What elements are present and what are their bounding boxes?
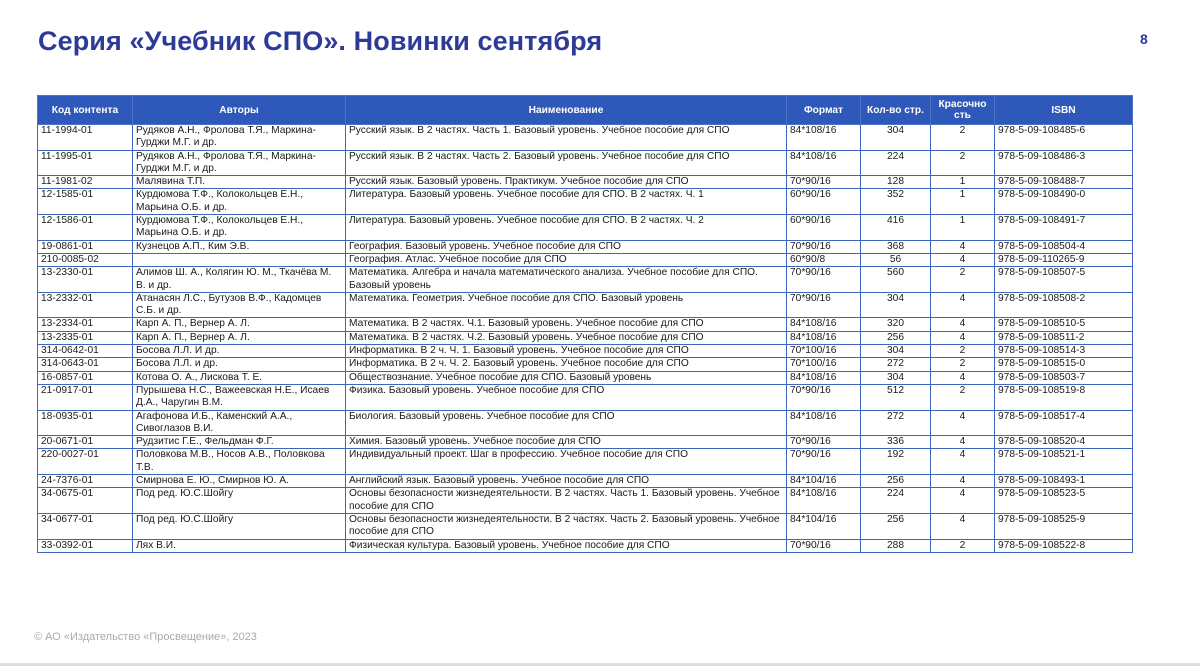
cell-code: 13-2330-01 xyxy=(38,267,133,293)
cell-colors: 2 xyxy=(931,150,995,176)
cell-authors: Под ред. Ю.С.Шойгу xyxy=(133,488,346,514)
cell-pages: 304 xyxy=(861,345,931,358)
cell-pages: 320 xyxy=(861,318,931,331)
cell-code: 13-2332-01 xyxy=(38,292,133,318)
cell-isbn: 978-5-09-108503-7 xyxy=(995,371,1133,384)
cell-isbn: 978-5-09-108517-4 xyxy=(995,410,1133,436)
page-title: Серия «Учебник СПО». Новинки сентября xyxy=(38,26,603,56)
copyright-footer: © АО «Издательство «Просвещение», 2023 xyxy=(34,631,257,643)
cell-authors: Котова О. А., Лискова Т. Е. xyxy=(133,371,346,384)
cell-colors: 4 xyxy=(931,240,995,253)
cell-isbn: 978-5-09-108520-4 xyxy=(995,436,1133,449)
cell-authors: Малявина Т.П. xyxy=(133,176,346,189)
cell-format: 70*90/16 xyxy=(787,292,861,318)
cell-pages: 256 xyxy=(861,475,931,488)
cell-name: Математика. Алгебра и начала математического анализа. Учебное пособие для СПО. Базовый уровень xyxy=(346,267,787,293)
cell-authors: Рудяков А.Н., Фролова Т.Я., Маркина-Гурджи М.Г. и др. xyxy=(133,125,346,151)
cell-code: 21-0917-01 xyxy=(38,384,133,410)
cell-format: 70*90/16 xyxy=(787,436,861,449)
cell-isbn: 978-5-09-108493-1 xyxy=(995,475,1133,488)
cell-authors: Босова Л.Л. И др. xyxy=(133,345,346,358)
cell-code: 13-2335-01 xyxy=(38,331,133,344)
cell-isbn: 978-5-09-108514-3 xyxy=(995,345,1133,358)
cell-colors: 2 xyxy=(931,384,995,410)
table-row xyxy=(38,189,1133,215)
table-row xyxy=(38,371,1133,384)
header-name: Наименование xyxy=(346,96,787,125)
cell-isbn: 978-5-09-108510-5 xyxy=(995,318,1133,331)
cell-isbn: 978-5-09-108507-5 xyxy=(995,267,1133,293)
cell-pages: 272 xyxy=(861,358,931,371)
cell-authors: Атанасян Л.С., Бутузов В.Ф., Кадомцев С.Б. и др. xyxy=(133,292,346,318)
cell-format: 84*108/16 xyxy=(787,488,861,514)
cell-name: Русский язык. Базовый уровень. Практикум. Учебное пособие для СПО xyxy=(346,176,787,189)
cell-format: 70*90/16 xyxy=(787,240,861,253)
cell-colors: 2 xyxy=(931,358,995,371)
cell-authors: Карп А. П., Вернер А. Л. xyxy=(133,318,346,331)
cell-name: Английский язык. Базовый уровень. Учебное пособие для СПО xyxy=(346,475,787,488)
cell-authors xyxy=(133,253,346,266)
cell-colors: 4 xyxy=(931,449,995,475)
cell-name: Обществознание. Учебное пособие для СПО. Базовый уровень xyxy=(346,371,787,384)
cell-format: 60*90/16 xyxy=(787,189,861,215)
cell-isbn: 978-5-09-108504-4 xyxy=(995,240,1133,253)
cell-name: Информатика. В 2 ч. Ч. 2. Базовый уровень. Учебное пособие для СПО xyxy=(346,358,787,371)
cell-name: Математика. В 2 частях. Ч.1. Базовый уровень. Учебное пособие для СПО xyxy=(346,318,787,331)
cell-authors: Рудзитис Г.Е., Фельдман Ф.Г. xyxy=(133,436,346,449)
cell-format: 84*104/16 xyxy=(787,475,861,488)
cell-pages: 560 xyxy=(861,267,931,293)
cell-format: 70*90/16 xyxy=(787,176,861,189)
cell-code: 11-1981-02 xyxy=(38,176,133,189)
cell-pages: 224 xyxy=(861,150,931,176)
cell-code: 24-7376-01 xyxy=(38,475,133,488)
table-row xyxy=(38,410,1133,436)
cell-name: Индивидуальный проект. Шаг в профессию. Учебное пособие для СПО xyxy=(346,449,787,475)
cell-pages: 304 xyxy=(861,292,931,318)
cell-pages: 416 xyxy=(861,215,931,241)
cell-format: 84*108/16 xyxy=(787,150,861,176)
table-row xyxy=(38,267,1133,293)
cell-colors: 4 xyxy=(931,253,995,266)
cell-isbn: 978-5-09-108485-6 xyxy=(995,125,1133,151)
cell-pages: 256 xyxy=(861,513,931,539)
cell-format: 70*90/16 xyxy=(787,449,861,475)
cell-isbn: 978-5-09-108508-2 xyxy=(995,292,1133,318)
cell-authors: Курдюмова Т.Ф., Колокольцев Е.Н., Марьина О.Б. и др. xyxy=(133,189,346,215)
cell-authors: Босова Л.Л. и др. xyxy=(133,358,346,371)
cell-pages: 288 xyxy=(861,539,931,552)
cell-code: 314-0643-01 xyxy=(38,358,133,371)
cell-format: 84*108/16 xyxy=(787,331,861,344)
cell-isbn: 978-5-09-108523-5 xyxy=(995,488,1133,514)
cell-colors: 2 xyxy=(931,345,995,358)
cell-format: 70*90/16 xyxy=(787,384,861,410)
cell-authors: Алимов Ш. А., Колягин Ю. М., Ткачёва М. В. и др. xyxy=(133,267,346,293)
cell-code: 18-0935-01 xyxy=(38,410,133,436)
table-row xyxy=(38,318,1133,331)
header-format: Формат xyxy=(787,96,861,125)
cell-name: Литература. Базовый уровень. Учебное пособие для СПО. В 2 частях. Ч. 2 xyxy=(346,215,787,241)
cell-code: 12-1585-01 xyxy=(38,189,133,215)
cell-format: 70*90/16 xyxy=(787,539,861,552)
table-row xyxy=(38,513,1133,539)
cell-isbn: 978-5-09-108491-7 xyxy=(995,215,1133,241)
cell-code: 16-0857-01 xyxy=(38,371,133,384)
cell-pages: 368 xyxy=(861,240,931,253)
table-row xyxy=(38,253,1133,266)
cell-format: 70*100/16 xyxy=(787,345,861,358)
table-row xyxy=(38,240,1133,253)
cell-pages: 512 xyxy=(861,384,931,410)
cell-code: 11-1995-01 xyxy=(38,150,133,176)
cell-colors: 4 xyxy=(931,292,995,318)
cell-authors: Рудяков А.Н., Фролова Т.Я., Маркина-Гурджи М.Г. и др. xyxy=(133,150,346,176)
table-row xyxy=(38,292,1133,318)
cell-name: География. Атлас. Учебное пособие для СПО xyxy=(346,253,787,266)
cell-name: География. Базовый уровень. Учебное пособие для СПО xyxy=(346,240,787,253)
cell-pages: 272 xyxy=(861,410,931,436)
cell-code: 33-0392-01 xyxy=(38,539,133,552)
cell-colors: 4 xyxy=(931,318,995,331)
cell-format: 70*100/16 xyxy=(787,358,861,371)
cell-authors: Пурышева Н.С., Важеевская Н.Е., Исаев Д.А., Чаругин В.М. xyxy=(133,384,346,410)
cell-isbn: 978-5-09-108522-8 xyxy=(995,539,1133,552)
cell-code: 20-0671-01 xyxy=(38,436,133,449)
books-table xyxy=(37,95,1133,553)
cell-authors: Половкова М.В., Носов А.В., Половкова Т.В. xyxy=(133,449,346,475)
cell-code: 19-0861-01 xyxy=(38,240,133,253)
cell-name: Химия. Базовый уровень. Учебное пособие для СПО xyxy=(346,436,787,449)
cell-isbn: 978-5-09-108488-7 xyxy=(995,176,1133,189)
cell-code: 210-0085-02 xyxy=(38,253,133,266)
cell-format: 60*90/8 xyxy=(787,253,861,266)
table-row xyxy=(38,150,1133,176)
table-row xyxy=(38,449,1133,475)
cell-authors: Под ред. Ю.С.Шойгу xyxy=(133,513,346,539)
cell-pages: 352 xyxy=(861,189,931,215)
cell-code: 12-1586-01 xyxy=(38,215,133,241)
table-row xyxy=(38,215,1133,241)
cell-colors: 4 xyxy=(931,436,995,449)
cell-isbn: 978-5-09-108521-1 xyxy=(995,449,1133,475)
table-body xyxy=(38,125,1133,553)
cell-pages: 304 xyxy=(861,125,931,151)
cell-pages: 192 xyxy=(861,449,931,475)
cell-colors: 2 xyxy=(931,125,995,151)
cell-format: 84*104/16 xyxy=(787,513,861,539)
cell-pages: 336 xyxy=(861,436,931,449)
header-code: Код контента xyxy=(38,96,133,125)
cell-colors: 2 xyxy=(931,267,995,293)
cell-colors: 4 xyxy=(931,513,995,539)
cell-format: 84*108/16 xyxy=(787,410,861,436)
cell-code: 13-2334-01 xyxy=(38,318,133,331)
cell-colors: 4 xyxy=(931,371,995,384)
cell-name: Физика. Базовый уровень. Учебное пособие для СПО xyxy=(346,384,787,410)
cell-colors: 1 xyxy=(931,176,995,189)
table-row xyxy=(38,488,1133,514)
cell-name: Литература. Базовый уровень. Учебное пособие для СПО. В 2 частях. Ч. 1 xyxy=(346,189,787,215)
cell-colors: 2 xyxy=(931,539,995,552)
cell-name: Физическая культура. Базовый уровень. Учебное пособие для СПО xyxy=(346,539,787,552)
cell-authors: Агафонова И.Б., Каменский А.А., Сивоглазов В.И. xyxy=(133,410,346,436)
cell-isbn: 978-5-09-108519-8 xyxy=(995,384,1133,410)
header-isbn: ISBN xyxy=(995,96,1133,125)
cell-pages: 224 xyxy=(861,488,931,514)
cell-name: Основы безопасности жизнедеятельности. В 2 частях. Часть 1. Базовый уровень. Учебное пособие для СПО xyxy=(346,488,787,514)
header-colors: Красочно сть xyxy=(931,96,995,125)
books-table-container xyxy=(37,95,1132,553)
cell-isbn: 978-5-09-108525-9 xyxy=(995,513,1133,539)
header-pages: Кол-во стр. xyxy=(861,96,931,125)
cell-authors: Лях В.И. xyxy=(133,539,346,552)
cell-pages: 304 xyxy=(861,371,931,384)
cell-code: 11-1994-01 xyxy=(38,125,133,151)
table-row xyxy=(38,384,1133,410)
cell-authors: Карп А. П., Вернер А. Л. xyxy=(133,331,346,344)
header-authors: Авторы xyxy=(133,96,346,125)
cell-colors: 4 xyxy=(931,331,995,344)
cell-code: 314-0642-01 xyxy=(38,345,133,358)
cell-pages: 56 xyxy=(861,253,931,266)
cell-name: Математика. Геометрия. Учебное пособие для СПО. Базовый уровень xyxy=(346,292,787,318)
cell-format: 84*108/16 xyxy=(787,371,861,384)
cell-format: 84*108/16 xyxy=(787,125,861,151)
cell-colors: 4 xyxy=(931,475,995,488)
page-number: 8 xyxy=(1140,31,1148,47)
cell-isbn: 978-5-09-108486-3 xyxy=(995,150,1133,176)
table-row xyxy=(38,176,1133,189)
cell-colors: 1 xyxy=(931,215,995,241)
cell-colors: 1 xyxy=(931,189,995,215)
table-row xyxy=(38,345,1133,358)
cell-format: 60*90/16 xyxy=(787,215,861,241)
cell-pages: 256 xyxy=(861,331,931,344)
cell-authors: Смирнова Е. Ю., Смирнов Ю. А. xyxy=(133,475,346,488)
cell-authors: Кузнецов А.П., Ким Э.В. xyxy=(133,240,346,253)
cell-isbn: 978-5-09-110265-9 xyxy=(995,253,1133,266)
table-row xyxy=(38,331,1133,344)
cell-authors: Курдюмова Т.Ф., Колокольцев Е.Н., Марьина О.Б. и др. xyxy=(133,215,346,241)
table-row xyxy=(38,125,1133,151)
table-row xyxy=(38,358,1133,371)
cell-pages: 128 xyxy=(861,176,931,189)
table-row xyxy=(38,539,1133,552)
cell-name: Русский язык. В 2 частях. Часть 1. Базовый уровень. Учебное пособие для СПО xyxy=(346,125,787,151)
cell-isbn: 978-5-09-108490-0 xyxy=(995,189,1133,215)
cell-colors: 4 xyxy=(931,488,995,514)
cell-name: Математика. В 2 частях. Ч.2. Базовый уровень. Учебное пособие для СПО xyxy=(346,331,787,344)
cell-code: 34-0677-01 xyxy=(38,513,133,539)
cell-colors: 4 xyxy=(931,410,995,436)
cell-code: 34-0675-01 xyxy=(38,488,133,514)
cell-name: Русский язык. В 2 частях. Часть 2. Базовый уровень. Учебное пособие для СПО xyxy=(346,150,787,176)
table-row xyxy=(38,475,1133,488)
cell-name: Основы безопасности жизнедеятельности. В 2 частях. Часть 2. Базовый уровень. Учебное пособие для СПО xyxy=(346,513,787,539)
cell-name: Информатика. В 2 ч. Ч. 1. Базовый уровень. Учебное пособие для СПО xyxy=(346,345,787,358)
table-row xyxy=(38,436,1133,449)
table-header-row xyxy=(38,96,1133,125)
cell-name: Биология. Базовый уровень. Учебное пособие для СПО xyxy=(346,410,787,436)
cell-isbn: 978-5-09-108511-2 xyxy=(995,331,1133,344)
cell-format: 84*108/16 xyxy=(787,318,861,331)
cell-format: 70*90/16 xyxy=(787,267,861,293)
cell-code: 220-0027-01 xyxy=(38,449,133,475)
cell-isbn: 978-5-09-108515-0 xyxy=(995,358,1133,371)
